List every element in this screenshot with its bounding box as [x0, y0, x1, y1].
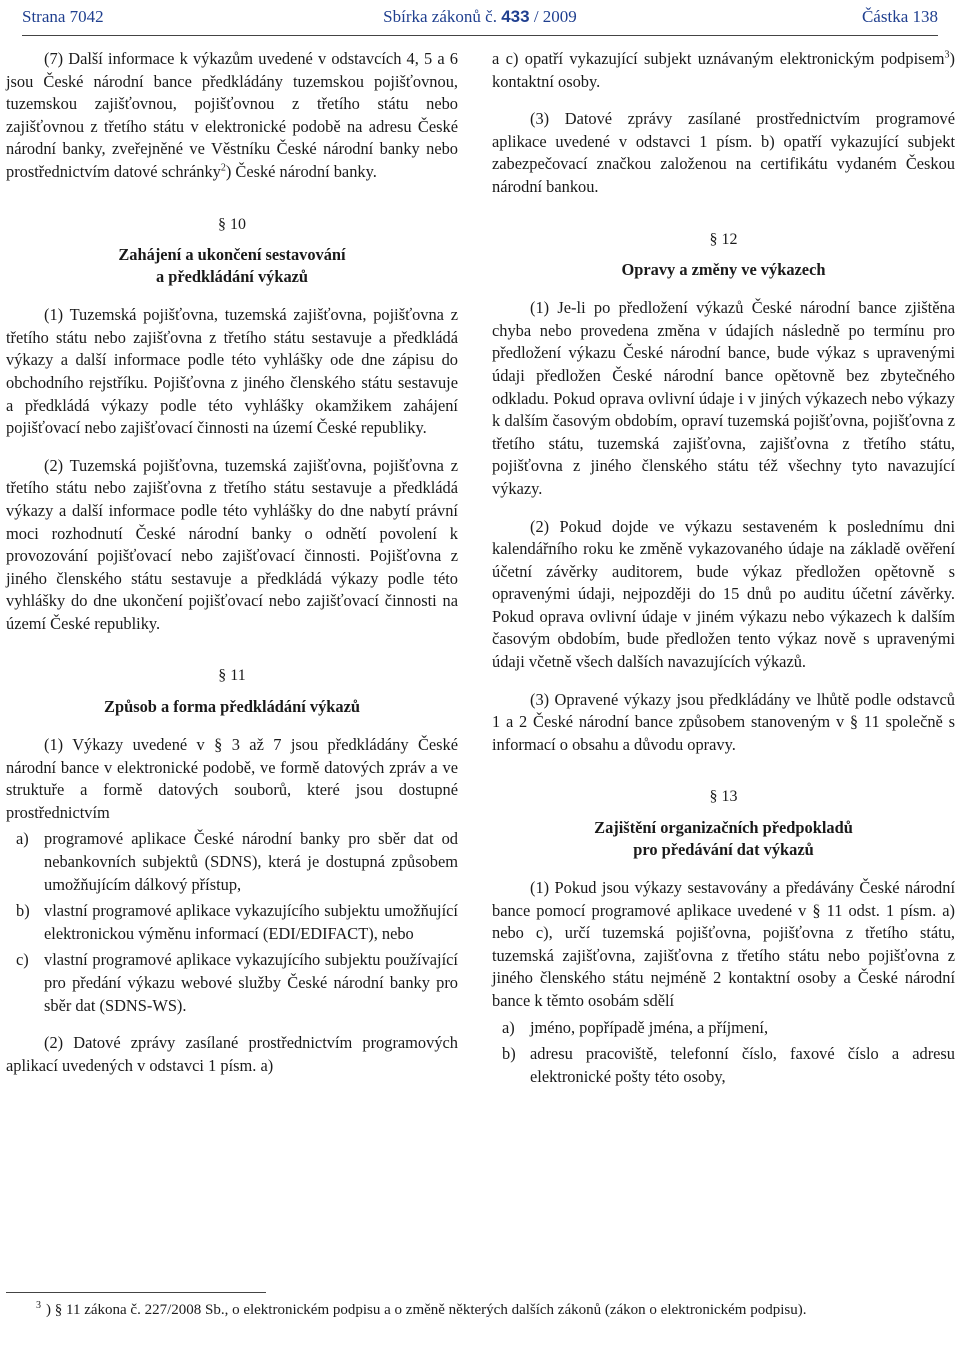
section-12-title: Opravy a změny ve výkazech — [621, 260, 826, 280]
section-11-paragraph-2: (2) Datové zprávy zasílané prostřednictvím programových aplikací uvedených v odstavci 1 písm. a) — [6, 1033, 458, 1075]
paragraph-7-end: ) České národní banky. — [225, 161, 377, 181]
continuation-text: a c) opatří vykazující subjekt uznávaným elektronickým podpisem — [492, 49, 945, 68]
section-13-paragraph-1: (1) Pokud jsou výkazy sestavovány a předávány České národní bance pomocí programové aplikace uvedené v § 11 odst. 1 písm. a) nebo c), určí tuzemská pojišťovna, pojišťovna z třetího státu, tuzemská zajišťovna, zajišťovna z třetího státu nebo pojišťovna z jiného členského státu nejméně 2 kontaktní osoby a České národní bance k těmto osobám sdělí — [492, 878, 955, 1010]
list-item — [6, 828, 458, 896]
right-column — [492, 48, 955, 1103]
list-item — [492, 1017, 955, 1040]
section-12-number: § 12 — [709, 230, 738, 248]
section-13-number: § 13 — [709, 788, 738, 806]
list-item-text: vlastní programové aplikace vykazujícího subjektu umožňující elektronickou výměnu informací (EDI/EDIFACT), nebo — [44, 901, 458, 943]
section-11-title: Způsob a forma předkládání výkazů — [104, 697, 360, 717]
list-item — [6, 900, 458, 945]
section-12-paragraph-3: (3) Opravené výkazy jsou předkládány ve lhůtě podle odstavců 1 a 2 České národní bance způsobem stanoveným v § 11 společně s informací o obsahu a důvodu opravy. — [492, 689, 955, 754]
list-item-label: b) — [16, 901, 30, 921]
list-item — [492, 1043, 955, 1088]
paragraph-7 — [6, 48, 458, 184]
section-10-paragraph-1: (1) Tuzemská pojišťovna, tuzemská zajišťovna, pojišťovna z třetího státu nebo zajišťovna z třetího státu sestavuje a předkládá výkazy a další informace podle této vyhlášky ode dne zápisu do obchodního rejstříku. Pojišťovna z jiného členského státu sestavuje a předkládá výkazy podle této vyhlášky okamžikem zahájení pojišťovací nebo zajišťovací činnosti na území České republiky. — [6, 305, 458, 438]
part-number: Částka 138 — [861, 7, 938, 26]
page-number: Strana 7042 — [22, 7, 104, 26]
section-10-title-line2: a předkládání výkazů — [155, 267, 309, 287]
section-13-title — [492, 817, 955, 861]
section-12-paragraph-1: (1) Je-li po předložení výkazů České národní bance zjištěna chyba nebo provedena změna v údajích následně po termínu pro předložení výkazu České národní bance, bude výkaz s upravenými údaji předložen České národní bance opětovně bez zbytečného odkladu. Pokud oprava ovlivní údaje i v jiných výkazech nebo výkazy k dalším časovým obdobím, opraví tuzemská pojišťovna, pojišťovna z třetího státu, tuzemská zajišťovna, zajišťovna z třetího státu, pojišťovna z jiného členského státu též všechny tyto navazující výkazy. — [492, 298, 955, 498]
law-year: / 2009 — [533, 7, 577, 26]
section-11-paragraph-3: (3) Datové zprávy zasílané prostřednictvím programové aplikace uvedené v odstavci 1 písm. b) opatří vykazující subjekt zabezpečovací značkou založenou na certifikátu vydaném Českou národní bankou. — [492, 109, 955, 196]
footnote-mark-number: 3 — [36, 1300, 41, 1311]
left-column — [6, 48, 458, 1092]
continuation-end: ) kontaktní osoby. — [492, 49, 955, 91]
list-item-text: vlastní programové aplikace vykazujícího subjektu používající pro předání výkazu webové služby České národní banky pro sběr dat (SDNS-WS). — [44, 950, 458, 1015]
list-item-label: c) — [16, 950, 29, 970]
section-13-title-line1: Zajištění organizačních předpokladů — [594, 818, 853, 838]
section-11-paragraph-2-continued — [492, 48, 955, 93]
list-item-label: a) — [502, 1017, 515, 1037]
list-item-text: programové aplikace České národní banky pro sběr dat od nebankovních subjektů (SDNS), která je dostupná způsobem umožňujícím dálkový přístup, — [44, 829, 458, 894]
section-12-paragraph-2: (2) Pokud dojde ve výkazu sestaveném k poslednímu dni kalendářního roku ke změně vykazovaného údaje na základě ověření účetní závěrky auditorem, bude výkaz předložen opětovně s opravenými údaji, nejpozději do 15 dnů po auditu účetní závěrky. Pokud oprava ovlivní údaje v jiném výkazu nebo výkazech k dalším časovým obdobím, bude předložen tento výkaz nově s upravenými údaji včetně všech dalších navazujících výkazů. — [492, 516, 955, 672]
list-item — [6, 949, 458, 1017]
section-11-list — [6, 828, 458, 1017]
list-item-text: jméno, popřípadě jména, a příjmení, — [530, 1017, 769, 1037]
collection-title — [22, 2, 938, 32]
list-item-label: a) — [16, 829, 29, 849]
footnote-ref-3: 3 — [944, 49, 950, 61]
footnote-text: ) § 11 zákona č. 227/2008 Sb., o elektronickém podpisu a o změně některých dalších zákonů (zákon o elektronickém podpisu). — [46, 1302, 807, 1318]
footnote-ref-2: 2 — [220, 162, 226, 174]
list-item-label: b) — [502, 1044, 516, 1064]
header-rule — [22, 35, 938, 36]
footnote-mark — [6, 1300, 46, 1320]
footnote-rule — [6, 1292, 266, 1293]
section-11-number: § 11 — [218, 667, 246, 685]
section-13-title-line2: pro předávání dat výkazů — [633, 840, 814, 860]
collection-prefix: Sbírka zákonů č. — [383, 7, 497, 26]
list-item-text: adresu pracoviště, telefonní číslo, faxové číslo a adresu elektronické pošty této osoby, — [530, 1044, 955, 1086]
section-10-paragraph-2: (2) Tuzemská pojišťovna, tuzemská zajišťovna, pojišťovna z třetího státu nebo zajišťovna z třetího státu sestavuje a předkládá výkazy a další informace podle této vyhlášky do dne nabytí právní moci rozhodnutí České národní banky o odnětí povolení k provozování pojišťovací nebo zajišťovací činnosti. Pojišťovna z jiného členského státu sestavuje a předkládá výkazy podle této vyhlášky do dne ukončení pojišťovací nebo zajišťovací činnosti na území České republiky. — [6, 455, 458, 633]
section-10-title — [6, 244, 458, 288]
paragraph-7-text: (7) Další informace k výkazům uvedené v odstavcích 4, 5 a 6 jsou České národní bance předkládány tuzemskou pojišťovnou, tuzemskou zajišťovnou, pojišťovnou z třetího státu nebo zajišťovnou z třetího státu v elektronické podobě na adresu České národní banky, zveřejněné ve Věstníku České národní banky nebo prostřednictvím datové schránky — [6, 49, 458, 181]
footnote-3 — [6, 1300, 954, 1320]
law-number: 433 — [501, 7, 530, 26]
section-10-number: § 10 — [218, 215, 246, 233]
section-13-list — [492, 1017, 955, 1089]
section-10-title-line1: Zahájení a ukončení sestavování — [118, 245, 346, 265]
section-11-paragraph-1: (1) Výkazy uvedené v § 3 až 7 jsou předkládány České národní bance v elektronické podobě, ve formě datových zpráv a ve struktuře a formě datových souborů, které jsou dostupné prostřednictvím — [6, 735, 458, 822]
page-header — [22, 2, 938, 32]
